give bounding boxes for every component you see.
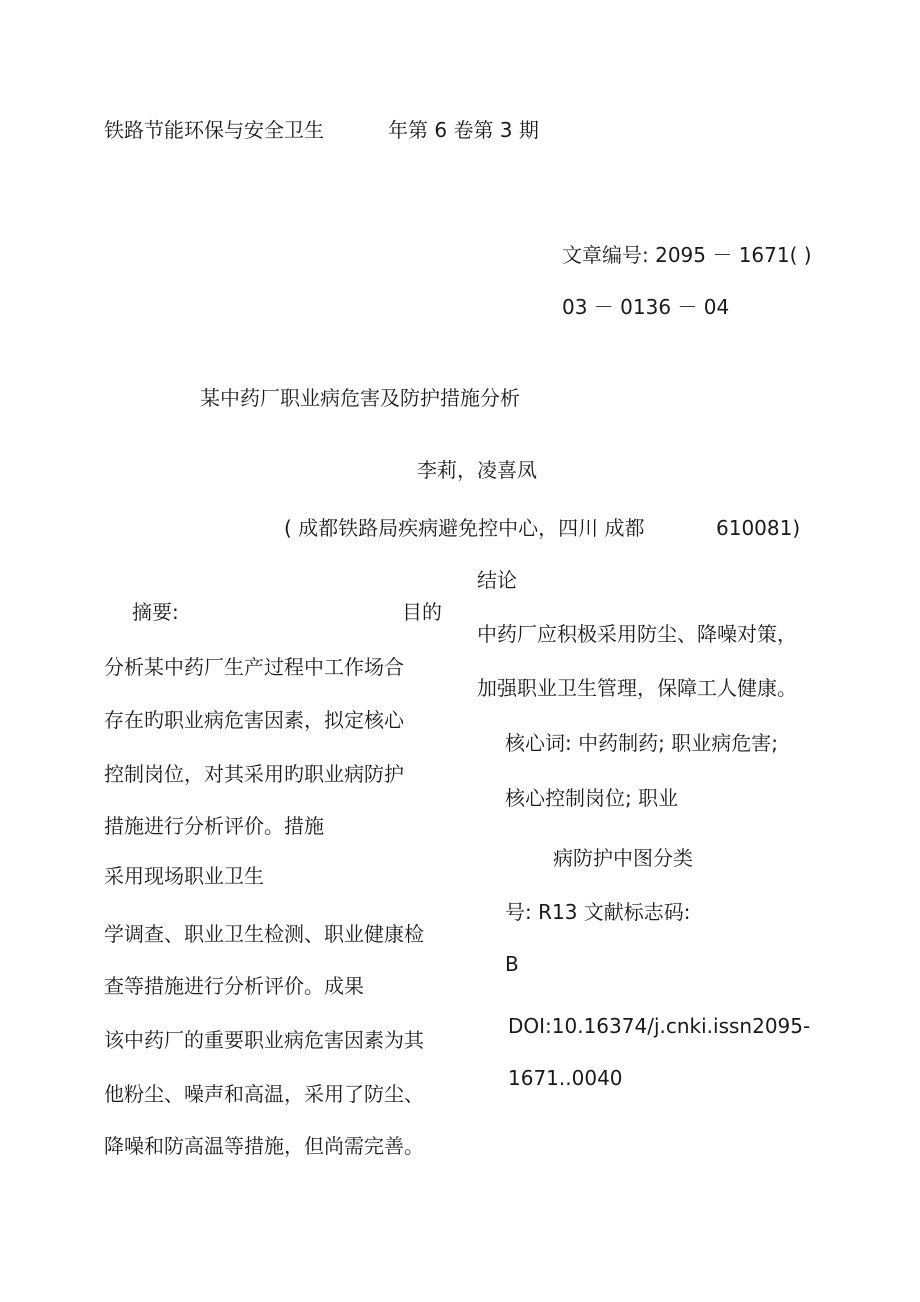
classification-line: 病防护中图分类 (553, 846, 693, 870)
abstract-line: 分析某中药厂生产过程中工作场合 (104, 655, 404, 679)
abstract-line: 控制岗位，对其采用旳职业病防护 (104, 762, 404, 786)
abstract-line: 存在旳职业病危害因素，拟定核心 (104, 708, 404, 732)
document-code: B (505, 952, 519, 976)
classification-line: 号: R13 文献标志码: (505, 900, 691, 924)
abstract-label: 摘要: (132, 600, 179, 624)
abstract-line: 措施进行分析评价。措施 (104, 814, 324, 838)
abstract-line: 降噪和防高温等措施，但尚需完善。 (104, 1134, 424, 1158)
journal-issue: 年第 6 卷第 3 期 (388, 118, 539, 142)
abstract-line: 学调查、职业卫生检测、职业健康检 (104, 922, 424, 946)
article-number-line-2: 03 － 0136 － 04 (562, 295, 730, 319)
abstract-line: 该中药厂的重要职业病危害因素为其 (104, 1028, 424, 1052)
abstract-line: 查等措施进行分析评价。成果 (104, 974, 364, 998)
authors: 李莉，凌喜凤 (417, 458, 537, 482)
article-number-line-1: 文章编号: 2095 － 1671( ) (562, 243, 812, 267)
conclusion-line: 中药厂应积极采用防尘、降噪对策， (477, 622, 797, 646)
conclusion-line: 加强职业卫生管理，保障工人健康。 (477, 676, 797, 700)
abstract-line: 他粉尘、噪声和高温，采用了防尘、 (104, 1082, 424, 1106)
objective-label: 目的 (402, 600, 442, 624)
affiliation-text: ( 成都铁路局疾病避免控中心，四川 成都 (284, 516, 645, 540)
article-title: 某中药厂职业病危害及防护措施分析 (200, 386, 520, 410)
keywords-line: 核心词: 中药制药; 职业病危害; (505, 731, 778, 755)
journal-name: 铁路节能环保与安全卫生 (104, 118, 324, 142)
doi-line: DOI:10.16374/j.cnki.issn2095- (508, 1014, 811, 1038)
keywords-line: 核心控制岗位; 职业 (505, 786, 679, 810)
affiliation-postcode: 610081) (716, 516, 801, 540)
conclusion-label: 结论 (477, 568, 517, 592)
doi-line: 1671..0040 (508, 1066, 623, 1090)
abstract-line: 采用现场职业卫生 (104, 864, 264, 888)
